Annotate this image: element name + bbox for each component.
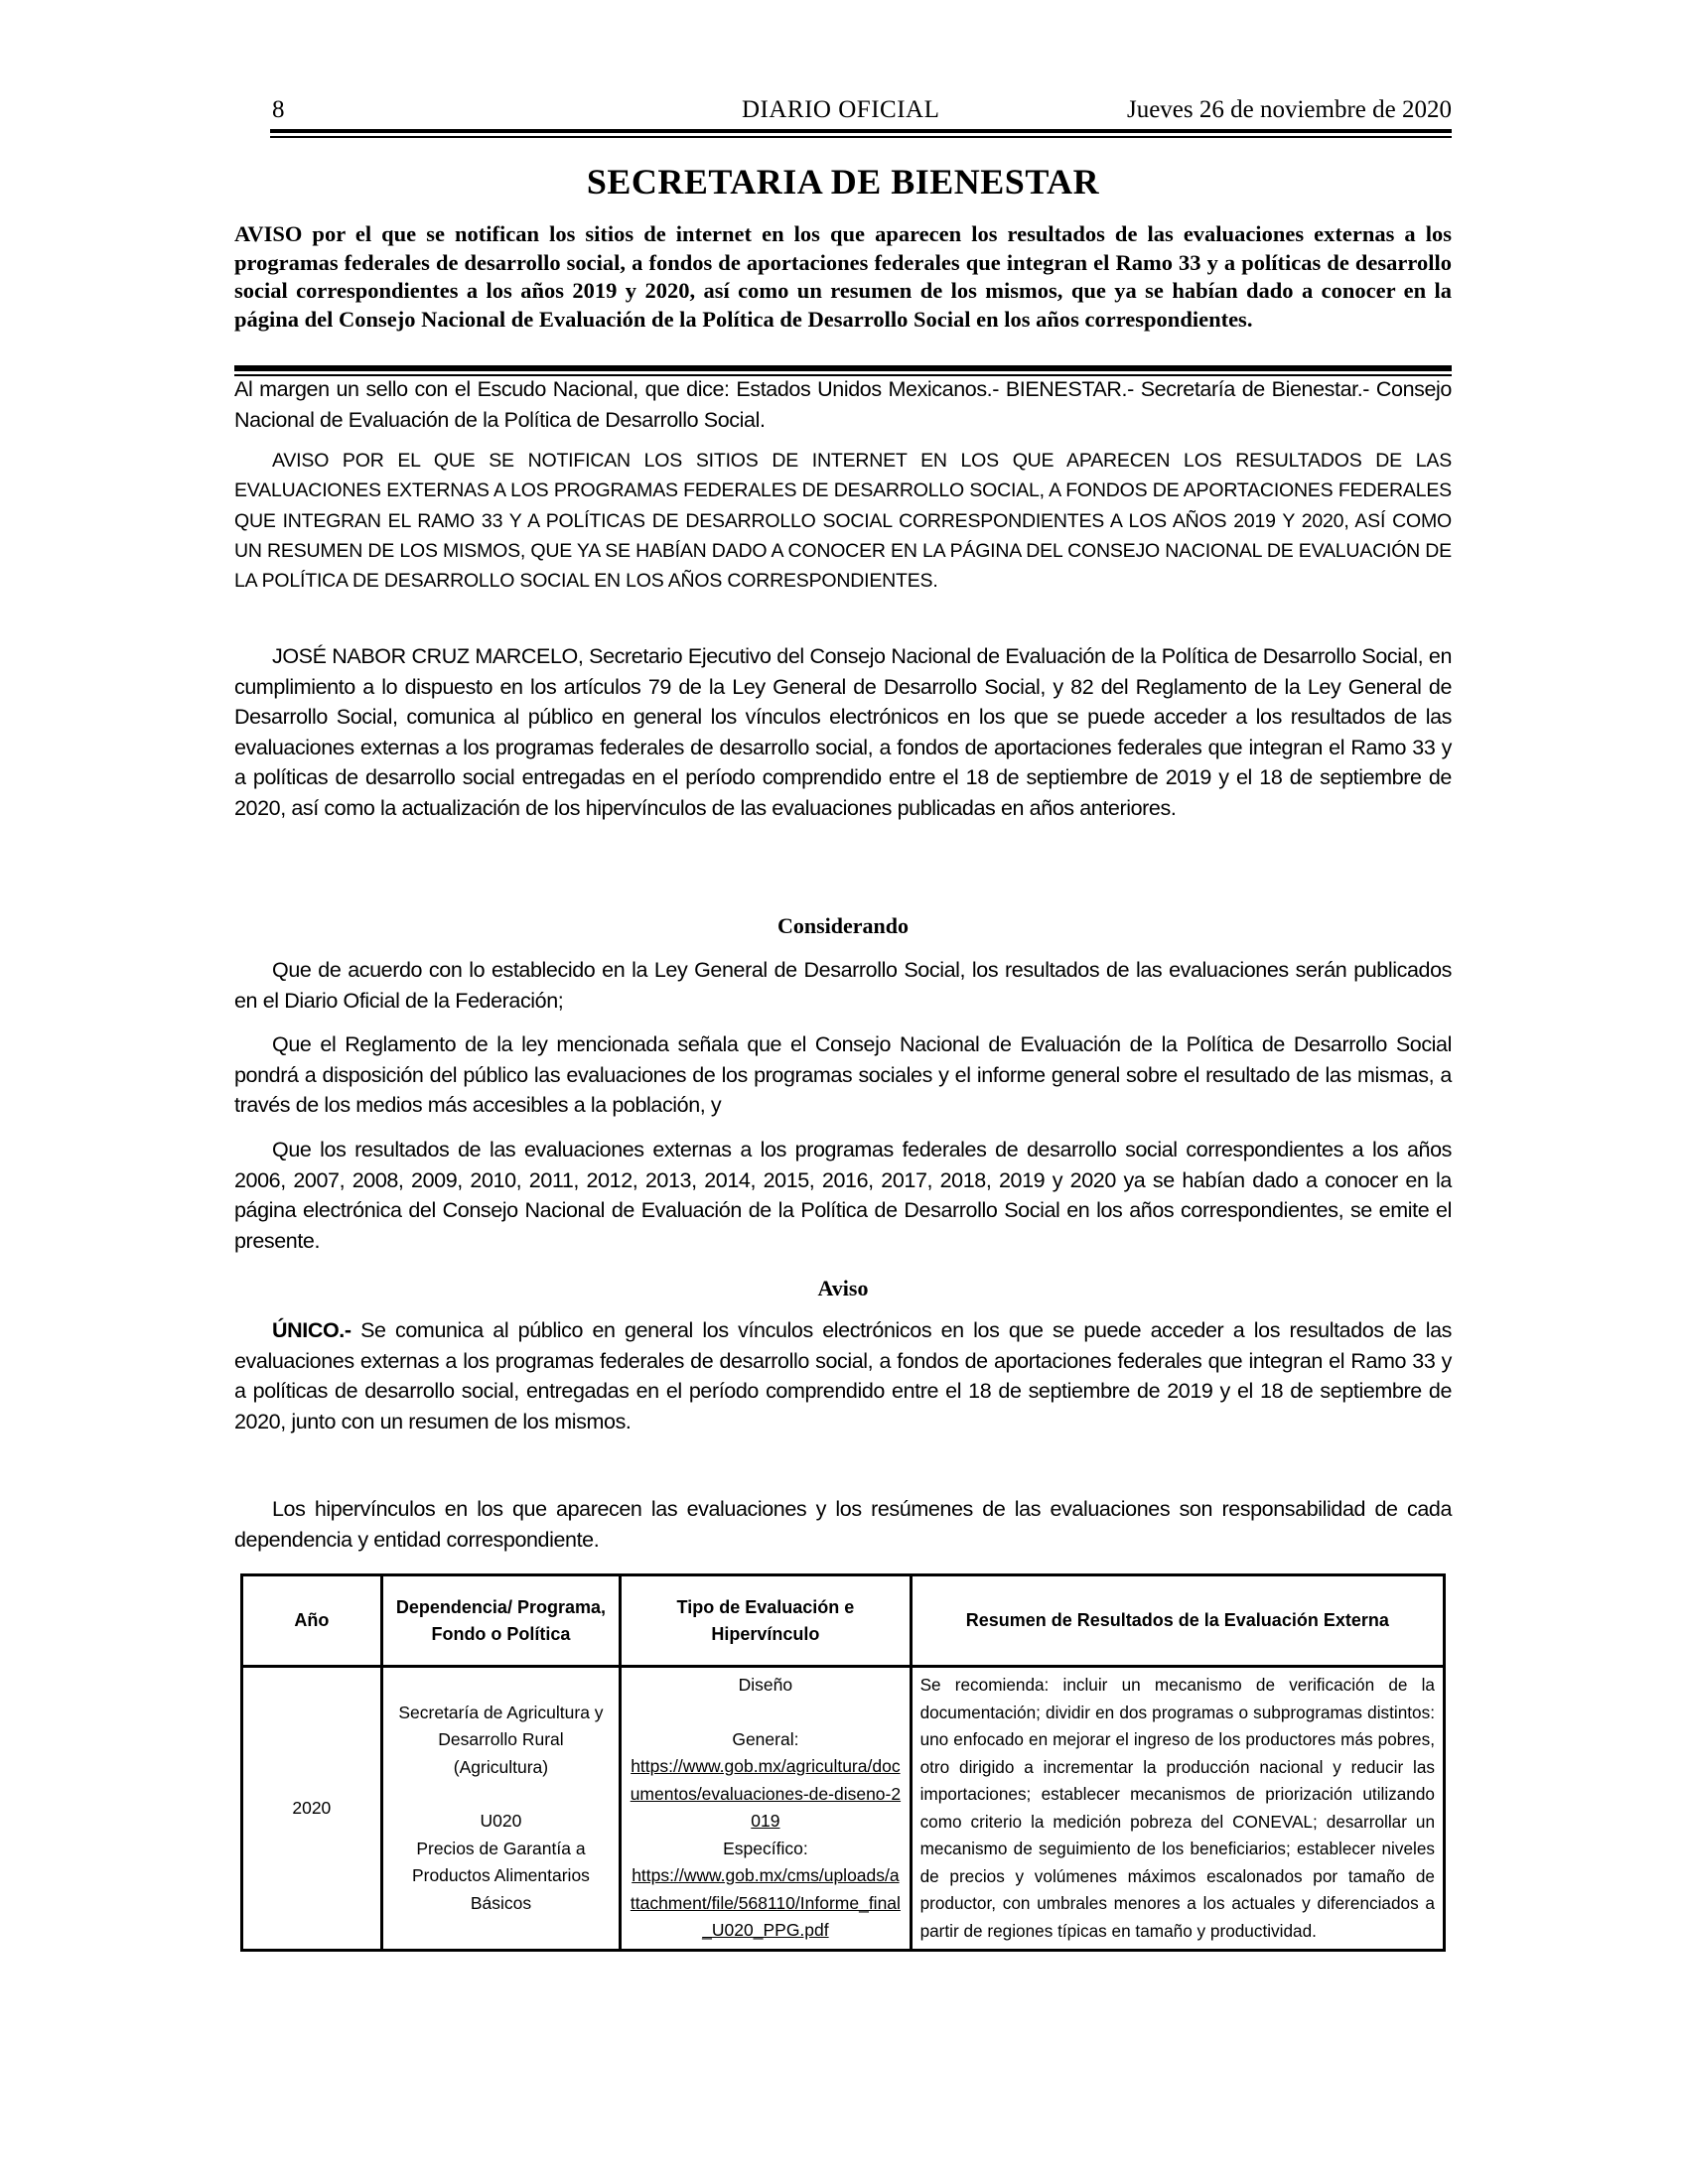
cell-dependencia	[381, 1667, 621, 1951]
header-tipo-evaluacion: Tipo de Evaluación e Hipervínculo	[621, 1575, 911, 1667]
unico-paragraph	[234, 1315, 1452, 1436]
header-dependencia: Dependencia/ Programa, Fondo o Política	[381, 1575, 621, 1667]
dependencia-name: Secretaría de Agricultura y Desarrollo Rural (Agricultura)	[398, 1702, 604, 1777]
header-year: Año	[242, 1575, 382, 1667]
hyperlinks-note-text: Los hipervínculos en los que aparecen las evaluaciones y los resúmenes de las evaluaciones son responsabilidad de cada dependencia y entidad correspondiente.	[234, 1497, 1452, 1552]
margin-seal-text: Al margen un sello con el Escudo Nacional, que dice: Estados Unidos Mexicanos.- BIENESTAR.- Secretaría de Bienestar.- Consejo Nacional de Evaluación de la Política de Desarrollo Social.	[234, 377, 1452, 432]
page-number: 8	[272, 96, 285, 123]
program-name: Precios de Garantía a Productos Alimentarios Básicos	[411, 1838, 590, 1913]
cell-year: 2020	[242, 1667, 382, 1951]
intro-text: JOSÉ NABOR CRUZ MARCELO, Secretario Ejecutivo del Consejo Nacional de Evaluación de la Política de Desarrollo Social, en cumplimiento a lo dispuesto en los artículos 79 de la Ley General de Desarrollo Social, y 82 del Reglamento de la Ley General de Desarrollo Social, comunica al público en general los vínculos electrónicos en los que se puede acceder a los resultados de las evaluaciones externas a los programas federales de desarrollo social, a fondos de aportaciones federales que integran el Ramo 33 y a políticas de desarrollo social entregadas en el período comprendido entre el 18 de septiembre de 2019 y el 18 de septiembre de 2020, así como la actualización de los hipervínculos de las evaluaciones publicadas en años anteriores.	[234, 644, 1452, 820]
agency-title: SECRETARIA DE BIENESTAR	[586, 162, 1100, 202]
hyperlinks-note-paragraph	[234, 1494, 1452, 1555]
considerando-paragraph-1	[234, 955, 1452, 1016]
aviso-heading: Aviso	[817, 1276, 869, 1300]
section-rule	[234, 365, 1452, 371]
unico-text: Se comunica al público en general los vínculos electrónicos en los que se puede acceder a los resultados de las evaluaciones externas a los programas federales de desarrollo social, a fondos de aportaciones federales que integran el Ramo 33 y a políticas de desarrollo social, entregadas en el período comprendido entre el 18 de septiembre de 2019 y el 18 de septiembre de 2020, junto con un resumen de los mismos.	[234, 1318, 1452, 1433]
considerando-text: Que de acuerdo con lo establecido en la Ley General de Desarrollo Social, los resultados de las evaluaciones serán publicados en el Diario Oficial de la Federación;	[234, 958, 1452, 1013]
considerando-text: Que los resultados de las evaluaciones externas a los programas federales de desarrollo social correspondientes a los años 2006, 2007, 2008, 2009, 2010, 2011, 2012, 2013, 2014, 2015, 2016, 2017, 2018, 2019 y 2020 ya se habían dado a conocer en la página electrónica del Consejo Nacional de Evaluación de la Política de Desarrollo Social en los años correspondientes, se emite el presente.	[234, 1138, 1452, 1253]
aviso-caps-paragraph	[234, 446, 1452, 596]
specific-link[interactable]: https://www.gob.mx/cms/uploads/attachment/file/568110/Informe_final_U020_PPG.pdf	[630, 1865, 901, 1940]
header-rule-thin	[270, 136, 1452, 138]
table-row	[242, 1667, 1445, 1951]
considerando-heading: Considerando	[776, 913, 910, 938]
considerando-text: Que el Reglamento de la ley mencionada señala que el Consejo Nacional de Evaluación de la Política de Desarrollo Social pondrá a disposición del público las evaluaciones de los programas sociales y el informe general sobre el resultado de las mismas, a través de los medios más accesibles a la población, y	[234, 1032, 1452, 1117]
general-label: General:	[732, 1728, 799, 1749]
publication-name: DIARIO OFICIAL	[742, 96, 940, 123]
program-code: U020	[480, 1811, 522, 1831]
table-header-row	[242, 1575, 1445, 1667]
aviso-caps-text: AVISO POR EL QUE SE NOTIFICAN LOS SITIOS DE INTERNET EN LOS QUE APARECEN LOS RESULTADOS DE LAS EVALUACIONES EXTERNAS A LOS PROGRAMAS FEDERALES DE DESARROLLO SOCIAL, A FONDOS DE APORTACIONES FEDERALES QUE INTEGRAN EL RAMO 33 Y A POLÍTICAS DE DESARROLLO SOCIAL CORRESPONDIENTES A LOS AÑOS 2019 Y 2020, ASÍ COMO UN RESUMEN DE LOS MISMOS, QUE YA SE HABÍAN DADO A CONOCER EN LA PÁGINA DEL CONSEJO NACIONAL DE EVALUACIÓN DE LA POLÍTICA DE DESARROLLO SOCIAL EN LOS AÑOS CORRESPONDIENTES.	[234, 450, 1452, 593]
considerando-paragraph-2	[234, 1029, 1452, 1121]
cell-tipo-evaluacion	[621, 1667, 911, 1951]
cell-resumen: Se recomienda: incluir un mecanismo de verificación de la documentación; dividir en dos programas o subprogramas distintos: uno enfocado en mejorar el ingreso de los productores más pobres, otro dirigido a incrementar la producción nacional y reducir las importaciones; establecer mecanismos de priorización utilizando como criterio la medición pobreza del CONEVAL; desarrollar un mecanismo de seguimiento de los beneficiarios; establecer niveles de precios y volúmenes máximos escalonados por tamaño de productor, con umbrales menores a los actuales y diferenciados a partir de regiones típicas en tamaño y productividad.	[911, 1667, 1444, 1951]
publication-date: Jueves 26 de noviembre de 2020	[1126, 96, 1452, 123]
evaluations-table	[240, 1573, 1446, 1952]
eval-type: Diseño	[738, 1675, 793, 1695]
considerando-paragraph-3	[234, 1135, 1452, 1256]
aviso-title: AVISO por el que se notifican los sitios de internet en los que aparecen los resultados de las evaluaciones externas a los programas federales de desarrollo social, a fondos de aportaciones federales que integran el Ramo 33 y a políticas de desarrollo social correspondientes a los años 2019 y 2020, así como un resumen de los mismos, que ya se habían dado a conocer en la página del Consejo Nacional de Evaluación de la Política de Desarrollo Social en los años correspondientes.	[234, 221, 1452, 332]
general-link[interactable]: https://www.gob.mx/agricultura/documentos/evaluaciones-de-diseno-2019	[630, 1756, 902, 1831]
margin-seal-paragraph	[234, 374, 1452, 435]
specific-label: Específico:	[723, 1838, 808, 1858]
header-resumen: Resumen de Resultados de la Evaluación Externa	[911, 1575, 1444, 1667]
intro-paragraph	[234, 641, 1452, 823]
unico-label: ÚNICO.-	[272, 1318, 352, 1342]
header-rule	[270, 129, 1452, 133]
